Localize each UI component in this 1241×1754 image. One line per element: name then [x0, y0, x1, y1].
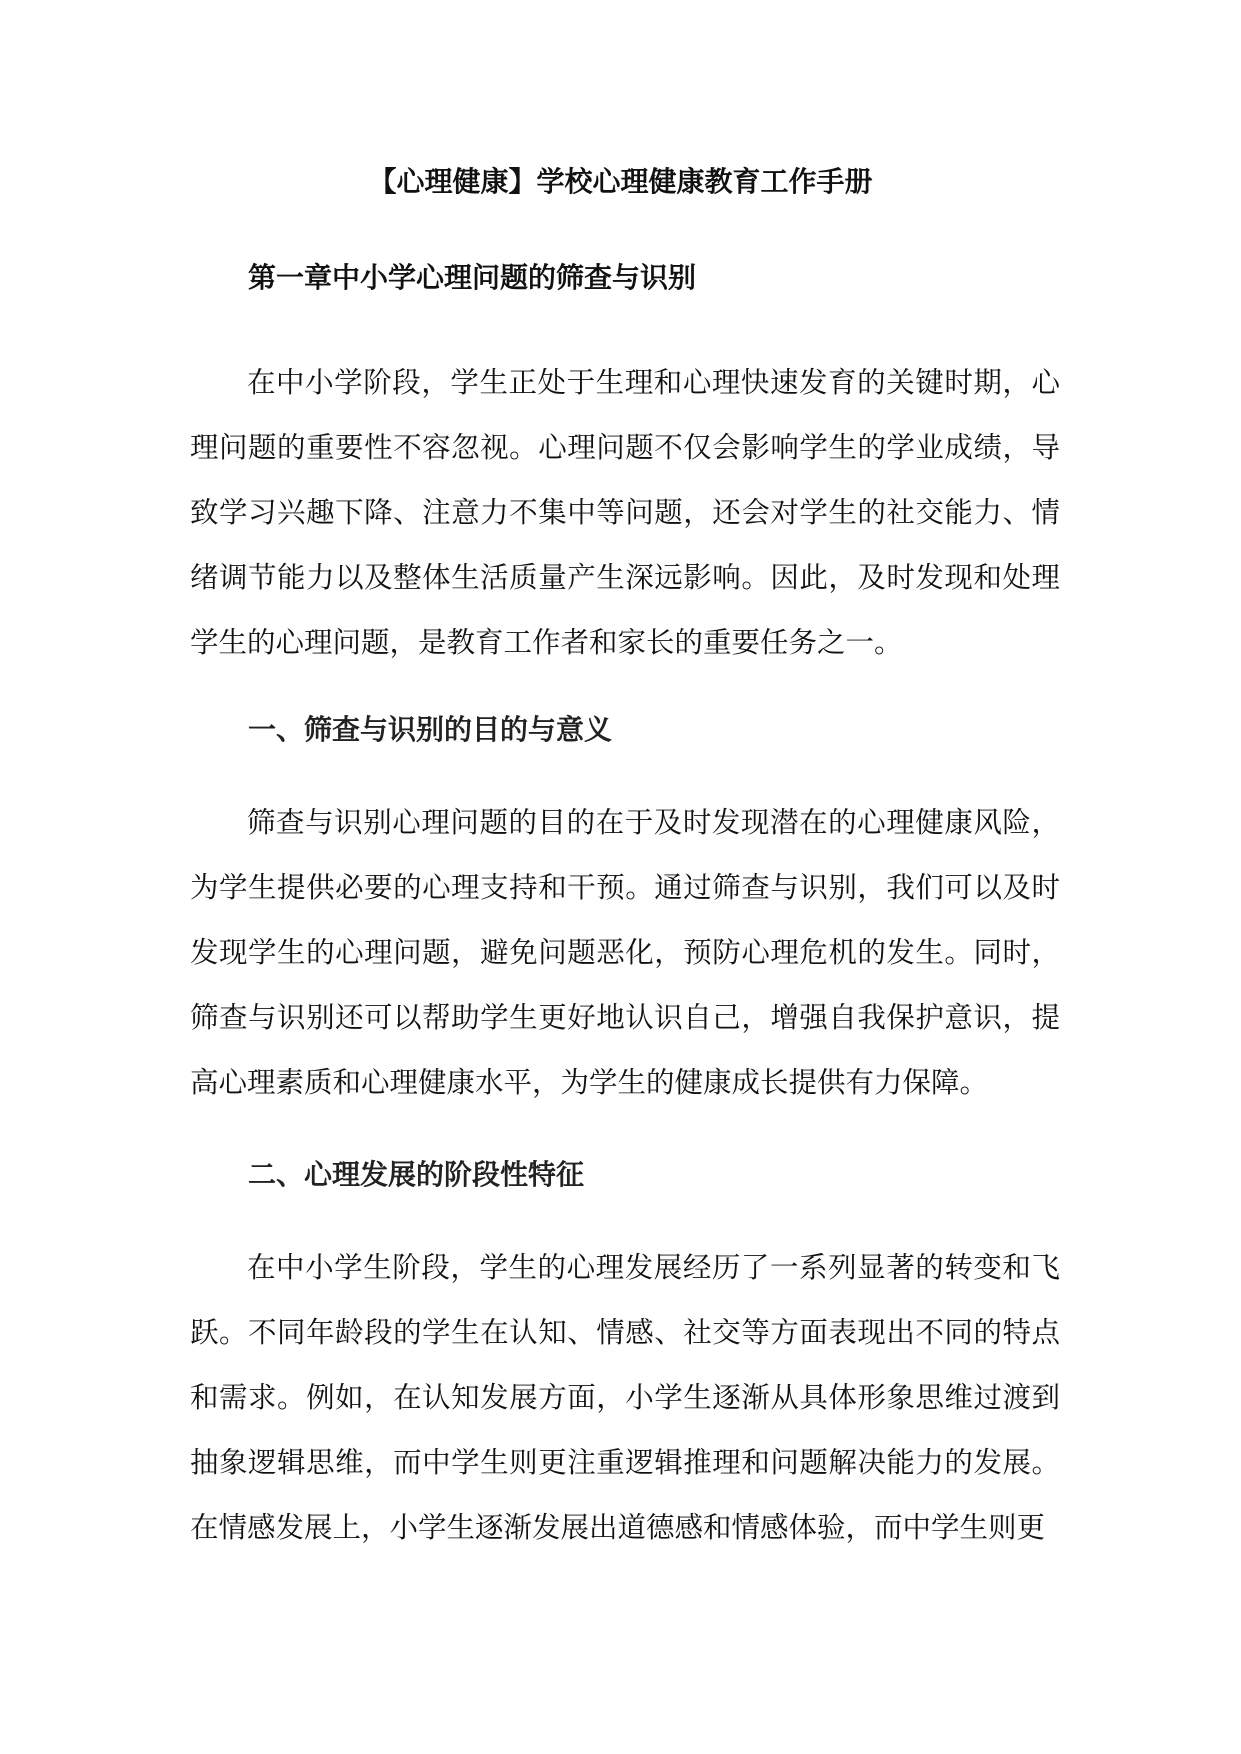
paragraph-intro: 在中小学阶段，学生正处于生理和心理快速发育的关键时期，心理问题的重要性不容忽视。心理问题不仅会影响学生的学业成绩，导致学习兴趣下降、注意力不集中等问题，还会对学生的社交能力、情绪调节能力以及整体生活质量产生深远影响。因此，及时发现和处理学生的心理问题，是教育工作者和家长的重要任务之一。 [190, 366, 1060, 659]
paragraph-purpose: 筛查与识别心理问题的目的在于及时发现潜在的心理健康风险，为学生提供必要的心理支持和干预。通过筛查与识别，我们可以及时发现学生的心理问题，避免问题恶化，预防心理危机的发生。同时，筛查与识别还可以帮助学生更好地认识自己，增强自我保护意识，提高心理素质和心理健康水平，为学生的健康成长提供有力保障。 [190, 806, 1060, 1099]
section-heading-purpose: 一、筛查与识别的目的与意义 [248, 713, 613, 746]
section-heading-development: 二、心理发展的阶段性特征 [248, 1158, 585, 1191]
paragraph-development: 在中小学生阶段，学生的心理发展经历了一系列显著的转变和飞跃。不同年龄段的学生在认知、情感、社交等方面表现出不同的特点和需求。例如，在认知发展方面，小学生逐渐从具体形象思维过渡到抽象逻辑思维，而中学生则更注重逻辑推理和问题解决能力的发展。在情感发展上，小学生逐渐发展出道德感和情感体验，而中学生则更 [190, 1251, 1060, 1544]
document-title: 【心理健康】学校心理健康教育工作手册 [368, 165, 873, 198]
chapter-title: 第一章中小学心理问题的筛查与识别 [248, 261, 697, 294]
